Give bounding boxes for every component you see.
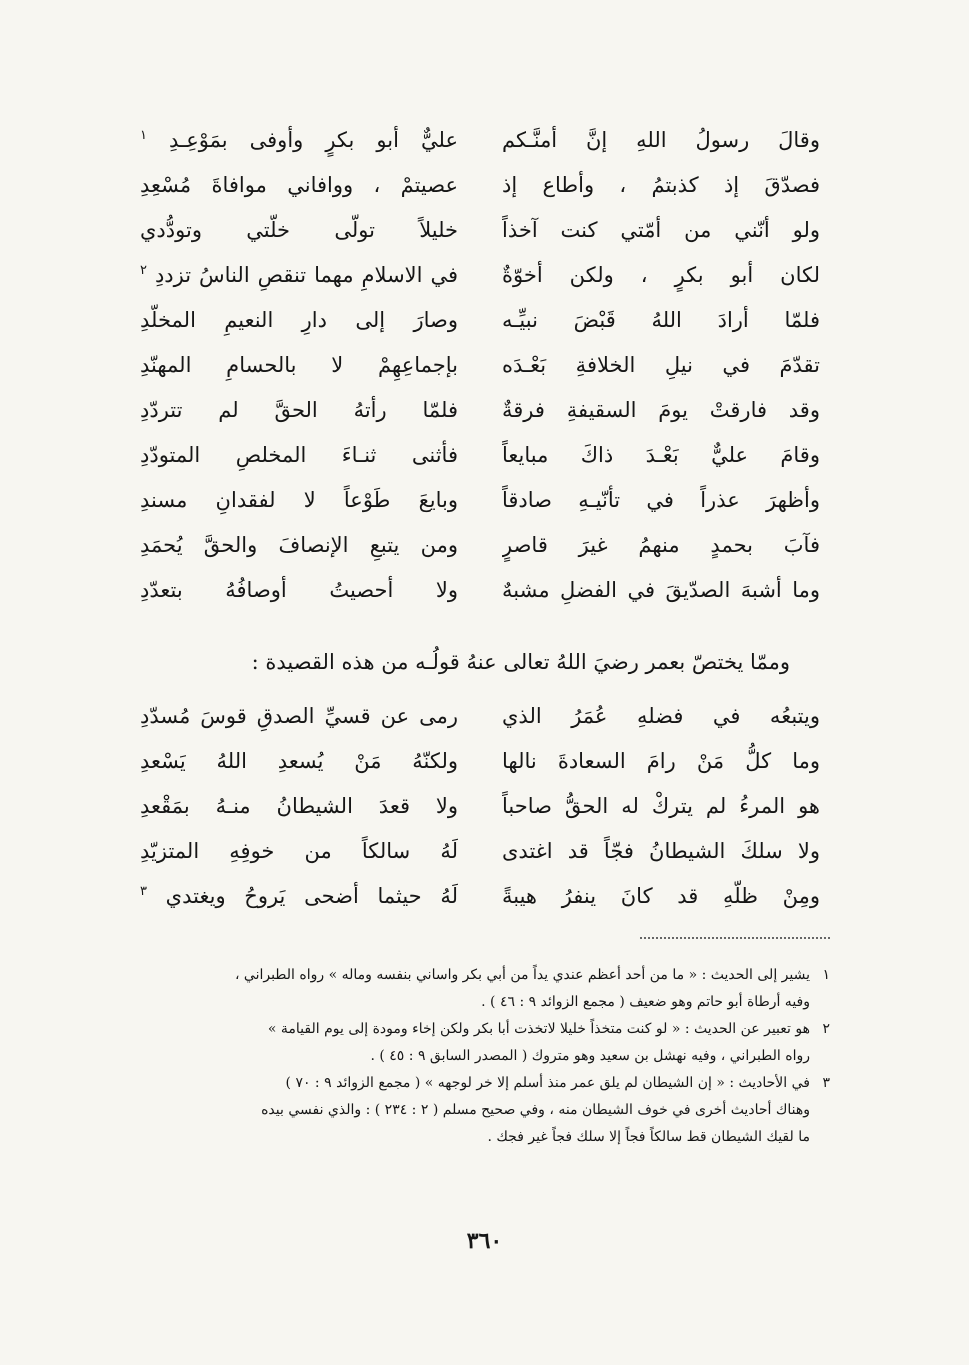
second-hemistich-text: عليٌّ أبو بكرٍ وأوفى بمَوْعِـدِ [169,128,458,152]
footnote-text: وهناك أحاديث أخرى في خوف الشيطان منه ، وفي صحيح مسلم ( ٢ : ٢٣٤ ) : والذي نفسي بيده [261,1102,810,1118]
second-hemistich-text: ومن يتبعِ الإنصافَ والحقَّ يُحمَدِ [140,533,458,557]
second-hemistich-text: ولكنّهُ مَنْ يُسعدِ اللهُ يَسْعدِ [140,749,458,773]
footnote-line [130,1097,830,1124]
first-hemistich: لكان أبو بكرٍ ، ولكن أخوّةٌ [502,263,820,287]
verse-row [140,568,820,613]
footnote-marker: ١ [140,128,147,143]
second-hemistich [140,784,458,829]
first-hemistich: هو المرءُ لم يتركْ له الحقُّ صاحباً [502,794,820,818]
second-hemistich [140,163,458,208]
verse-row [140,343,820,388]
prose-line: وممّا يختصّ بعمر رضيَ اللهُ تعالى عنهُ قولُـه من هذه القصيدة : [251,650,790,674]
first-hemistich: ولا سلكَ الشيطانُ فجّاً قد اغتدى [502,839,820,863]
second-hemistich [140,829,458,874]
footnote-line [130,989,830,1016]
verse-row [140,298,820,343]
first-hemistich: وقالَ رسولُ اللهِ إنَّ أمنَّـكم [502,128,820,152]
verse-row [140,163,820,208]
verse-row [140,118,820,163]
footnote-line [130,1016,830,1043]
first-hemistich: تقدّمَ في نيلِ الخلافةِ بَعْـدَه [502,353,820,377]
second-hemistich [140,478,458,523]
second-hemistich [140,568,458,613]
first-hemistich: فلمّا أرادَ اللهُ قَبْضَ نبيِّـه [502,308,820,332]
footnote-line [130,1070,830,1097]
first-hemistich: ولو أنّني من أمّتي كنت آخذاً [502,218,820,242]
verse-row [140,478,820,523]
footnote-line [130,1124,830,1151]
footnote-text: في الأحاديث : « إن الشيطان لم يلق عمر منذ أسلم إلا خر لوجهه » ( مجمع الزوائد ٩ : ٧٠ ) [285,1075,810,1091]
second-hemistich [140,208,458,253]
verse-row [140,829,820,874]
poem-part-1 [140,118,820,613]
second-hemistich-text: بإجماعِهِمْ لا بالحسامِ المهنّدِ [140,353,458,377]
first-hemistich: فآبَ بحمدٍ منهمُ غيرَ قاصرٍ [502,533,820,557]
second-hemistich-text: في الاسلامِ مهما تنقصِ الناسُ تزددِ [154,263,458,287]
second-hemistich [140,298,458,343]
second-hemistich [140,253,458,298]
second-hemistich-text: فلمّا رأتهُ الحقَّ لم تتردّدِ [140,398,458,422]
footnotes [130,962,830,1151]
second-hemistich-text: ولا قعدَ الشيطانُ منـهُ بمَقْعدِ [140,794,458,818]
second-hemistich-text: وصارَ إلى دارِ النعيمِ المخلّدِ [140,308,458,332]
poem-part-2 [140,694,820,919]
footnote-number: ٣ [822,1075,830,1091]
verse-row [140,208,820,253]
verse-row [140,874,820,919]
first-hemistich: ومِنْ ظلّهِ قد كانَ ينفرُ هيبةً [502,884,820,908]
first-hemistich: وأظهرَ عذراً في تأنّيـهِ صادقاً [502,488,820,512]
second-hemistich [140,739,458,784]
footnote-line [130,962,830,989]
first-hemistich: وقد فارقتْ يومَ السقيفةِ فرقةٌ [502,398,820,422]
footnote-number: ١ [822,967,830,983]
footnote-line [130,1043,830,1070]
second-hemistich [140,388,458,433]
verse-row [140,433,820,478]
first-hemistich: وما أشبهَ الصدّيقَ في الفضلِ مشبهٌ [502,578,820,602]
footnote-number: ٢ [822,1021,830,1037]
first-hemistich: ويتبعُه في فضلهِ عُمَرُ الذي [502,704,820,728]
second-hemistich-text: وبايعَ طَوْعاً لا لفقدانِ مسندِ [140,488,458,512]
footnote-marker: ٣ [140,884,147,899]
first-hemistich: وقامَ عليٌّ بَعْـدَ ذاكَ مبايعاً [502,443,820,467]
second-hemistich [140,343,458,388]
first-hemistich: وما كلُّ مَنْ رامَ السعادةَ نالها [502,749,820,773]
verse-row [140,739,820,784]
footnote-separator [640,937,830,939]
footnote-text: هو تعبير عن الحديث : « لو كنت متخذاً خليلا لاتخذت أبا بكر ولكن إخاء ومودة إلى يوم القيامة » [267,1021,810,1037]
second-hemistich [140,694,458,739]
verse-row [140,694,820,739]
page-number: ٣٦٠ [466,1228,503,1254]
second-hemistich [140,523,458,568]
footnote-marker: ٢ [140,263,147,278]
footnote-text: يشير إلى الحديث : « ما من أحد أعظم عندي يداً من أبي بكر واساني بنفسه وماله » رواه الطبراني ، [234,967,810,983]
footnote-text: وفيه أرطاة أبو حاتم وهو ضعيف ( مجمع الزوائد ٩ : ٤٦ ) . [481,994,810,1010]
verse-row [140,253,820,298]
second-hemistich-text: خليلاً تولّى خلّتي وتودُّدي [140,218,458,242]
first-hemistich: فصدّقَ إذ كذبتمُ ، وأطاع إذ [502,173,820,197]
second-hemistich [140,433,458,478]
verse-row [140,523,820,568]
second-hemistich-text: رمى عن قسيِّ الصدقِ قوسَ مُسدّدِ [140,704,458,728]
verse-row [140,784,820,829]
second-hemistich-text: لَهُ سالكاً من خوفِهِ المتزيّدِ [140,839,458,863]
verse-row [140,388,820,433]
second-hemistich-text: لَهُ حيثما أضحى يَروحُ ويغتدي [165,884,458,908]
footnote-text: رواه الطبراني ، وفيه نهشل بن سعيد وهو متروك ( المصدر السابق ٩ : ٤٥ ) . [370,1048,810,1064]
second-hemistich [140,874,458,919]
second-hemistich-text: ولا أحصيتُ أوصافُهُ بتعدّدِ [140,578,458,602]
second-hemistich [140,118,458,163]
second-hemistich-text: فأثنى ثنـاءَ المخلصِ المتودّدِ [140,443,458,467]
second-hemistich-text: عصيتمْ ، ووافاني موافاةَ مُسْعِدِ [140,173,458,197]
footnote-text: ما لقيك الشيطان قط سالكاً فجاً إلا سلك فجاً غير فجك . [487,1129,810,1145]
